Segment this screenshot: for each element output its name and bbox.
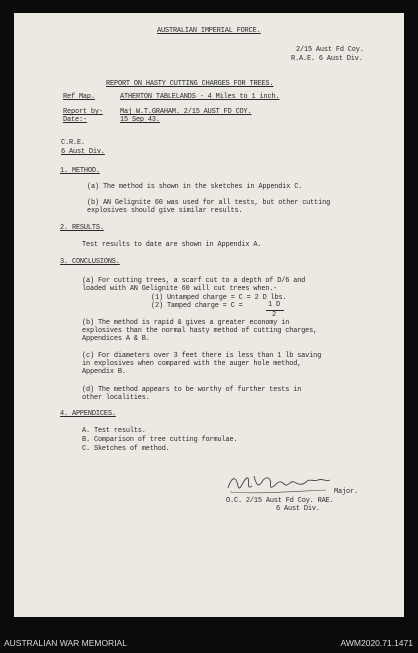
- handwritten-signature: [224, 468, 339, 498]
- appendix-c: C. Sketches of method.: [82, 445, 170, 453]
- section-2-heading: 2. RESULTS.: [60, 224, 104, 232]
- formula-tamped: (2) Tamped charge = C =: [151, 302, 243, 310]
- section-3-a-line-1: (a) For cutting trees, a scarf cut to a depth of D/6 and: [82, 277, 306, 285]
- section-3-a-line-2: loaded with AN Gelignite 60 will cut trees when.-: [82, 285, 278, 293]
- report-title: REPORT ON HASTY CUTTING CHARGES FOR TREES.: [106, 80, 274, 88]
- unit-line-2: R.A.E. 6 Aust Div.: [291, 55, 363, 63]
- formula-untamped: (1) Untamped charge = C = 2 D lbs.: [151, 294, 287, 302]
- section-3-b-line-1: (b) The method is rapid & gives a greater economy in: [82, 319, 290, 327]
- section-2-text: Test results to date are shown in Appendix A.: [82, 241, 262, 249]
- signature-division: 6 Aust Div.: [276, 505, 320, 513]
- section-1-b-line-2: explosives should give similar results.: [87, 207, 243, 215]
- letterhead: AUSTRALIAN IMPERIAL FORCE.: [157, 27, 261, 35]
- formula-tamped-denominator: 2: [272, 311, 276, 319]
- section-3-c-line-2: in explosives when compared with the auger hole method,: [82, 360, 302, 368]
- section-3-heading: 3. CONCLUSIONS.: [60, 258, 120, 266]
- ref-map-label: Ref Map.: [63, 93, 95, 101]
- report-by-label: Report by-: [63, 108, 103, 116]
- appendix-b: B. Comparison of tree cutting formulae.: [82, 436, 238, 444]
- addressee-line-1: C.R.E.: [61, 139, 85, 147]
- section-1-a: (a) The method is shown in the sketches in Appendix C.: [87, 183, 303, 191]
- unit-line-1: 2/15 Aust Fd Coy.: [296, 46, 364, 54]
- report-by-value: Maj W.T.GRAHAM. 2/15 AUST FD COY.: [120, 108, 252, 116]
- footer-bar: [0, 635, 418, 653]
- date-value: 15 Sep 43.: [120, 116, 160, 124]
- footer-accession-number: AWM2020.71.1471: [340, 638, 413, 648]
- signature-rank: Major.: [334, 488, 358, 496]
- section-3-c-line-3: Appendix B.: [82, 368, 126, 376]
- footer-institution: AUSTRALIAN WAR MEMORIAL: [4, 638, 127, 648]
- signature-title: O.C. 2/15 Aust Fd Coy. RAE.: [226, 497, 334, 505]
- ref-map-value: ATHERTON TABLELANDS - 4 Miles to 1 inch.: [120, 93, 280, 101]
- addressee-line-2: 6 Aust Div.: [61, 148, 105, 156]
- section-3-b-line-3: Appendices A & B.: [82, 335, 150, 343]
- section-3-b-line-2: explosives than the normal hasty method of cutting charges,: [82, 327, 318, 335]
- section-3-d-line-2: other localities.: [82, 394, 150, 402]
- section-3-d-line-1: (d) The method appears to be worthy of further tests in: [82, 386, 302, 394]
- section-4-heading: 4. APPENDICES.: [60, 410, 116, 418]
- section-1-heading: 1. METHOD.: [60, 167, 100, 175]
- formula-tamped-numerator: 1 D: [268, 301, 280, 309]
- document-page: [14, 13, 404, 617]
- date-label: Date:-: [63, 116, 87, 124]
- section-1-b-line-1: (b) AN Gelignite 60 was used for all tests, but other cutting: [87, 199, 331, 207]
- section-3-c-line-1: (c) For diameters over 3 feet there is less than 1 lb saving: [82, 352, 322, 360]
- appendix-a: A. Test results.: [82, 427, 146, 435]
